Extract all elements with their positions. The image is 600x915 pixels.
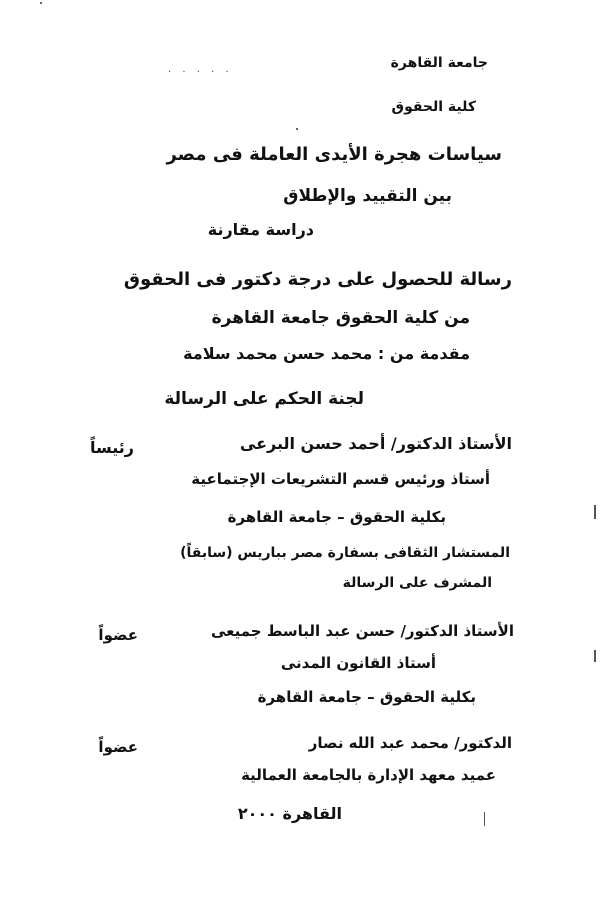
scan-mark <box>484 812 485 826</box>
thesis-institution: من كلية الحقوق جامعة القاهرة <box>211 308 470 328</box>
faculty-name: كلية الحقوق <box>391 99 476 115</box>
committee-member-role: رئيساً <box>89 438 134 457</box>
committee-member-role: عضواً <box>98 626 138 644</box>
committee-member-role: عضواً <box>98 738 138 756</box>
thesis-purpose: رسالة للحصول على درجة دكتور فى الحقوق <box>123 269 512 290</box>
committee-member-name: الأستاذ الدكتور/ حسن عبد الباسط جميعى <box>210 622 514 640</box>
thesis-title-line2: بين التقييد والإطلاق <box>283 186 452 206</box>
committee-member-detail: المشرف على الرسالة <box>342 575 492 591</box>
committee-member-detail: المستشار الثقافى بسفارة مصر بباريس (سابقاً) <box>180 545 510 561</box>
university-name: جامعة القاهرة <box>390 55 488 71</box>
committee-member-detail: بكلية الحقوق – جامعة القاهرة <box>227 508 446 526</box>
committee-member-detail: أستاذ القانون المدنى <box>280 654 436 672</box>
thesis-title-line3: دراسة مقارنة <box>207 220 314 239</box>
committee-member-detail: عميد معهد الإدارة بالجامعة العمالية <box>241 766 496 784</box>
place-and-year: القاهرة ٢٠٠٠ <box>237 804 342 823</box>
committee-member-name: الأستاذ الدكتور/ أحمد حسن البرعى <box>239 434 512 453</box>
scan-speck <box>296 128 298 130</box>
scan-mark <box>594 505 596 519</box>
committee-heading: لجنة الحكم على الرسالة <box>164 389 364 409</box>
committee-member-name: الدكتور/ محمد عبد الله نصار <box>308 734 512 752</box>
scan-speck <box>40 2 42 4</box>
thesis-title-line1: سياسات هجرة الأيدى العاملة فى مصر <box>166 144 502 165</box>
presented-by: مقدمة من : محمد حسن محمد سلامة <box>183 344 470 363</box>
committee-member-detail: بكلية الحقوق – جامعة القاهرة <box>257 688 476 706</box>
scan-dots: . . . . . <box>168 64 233 75</box>
scan-mark <box>594 650 596 662</box>
committee-member-detail: أستاذ ورئيس قسم التشريعات الإجتماعية <box>191 470 490 488</box>
